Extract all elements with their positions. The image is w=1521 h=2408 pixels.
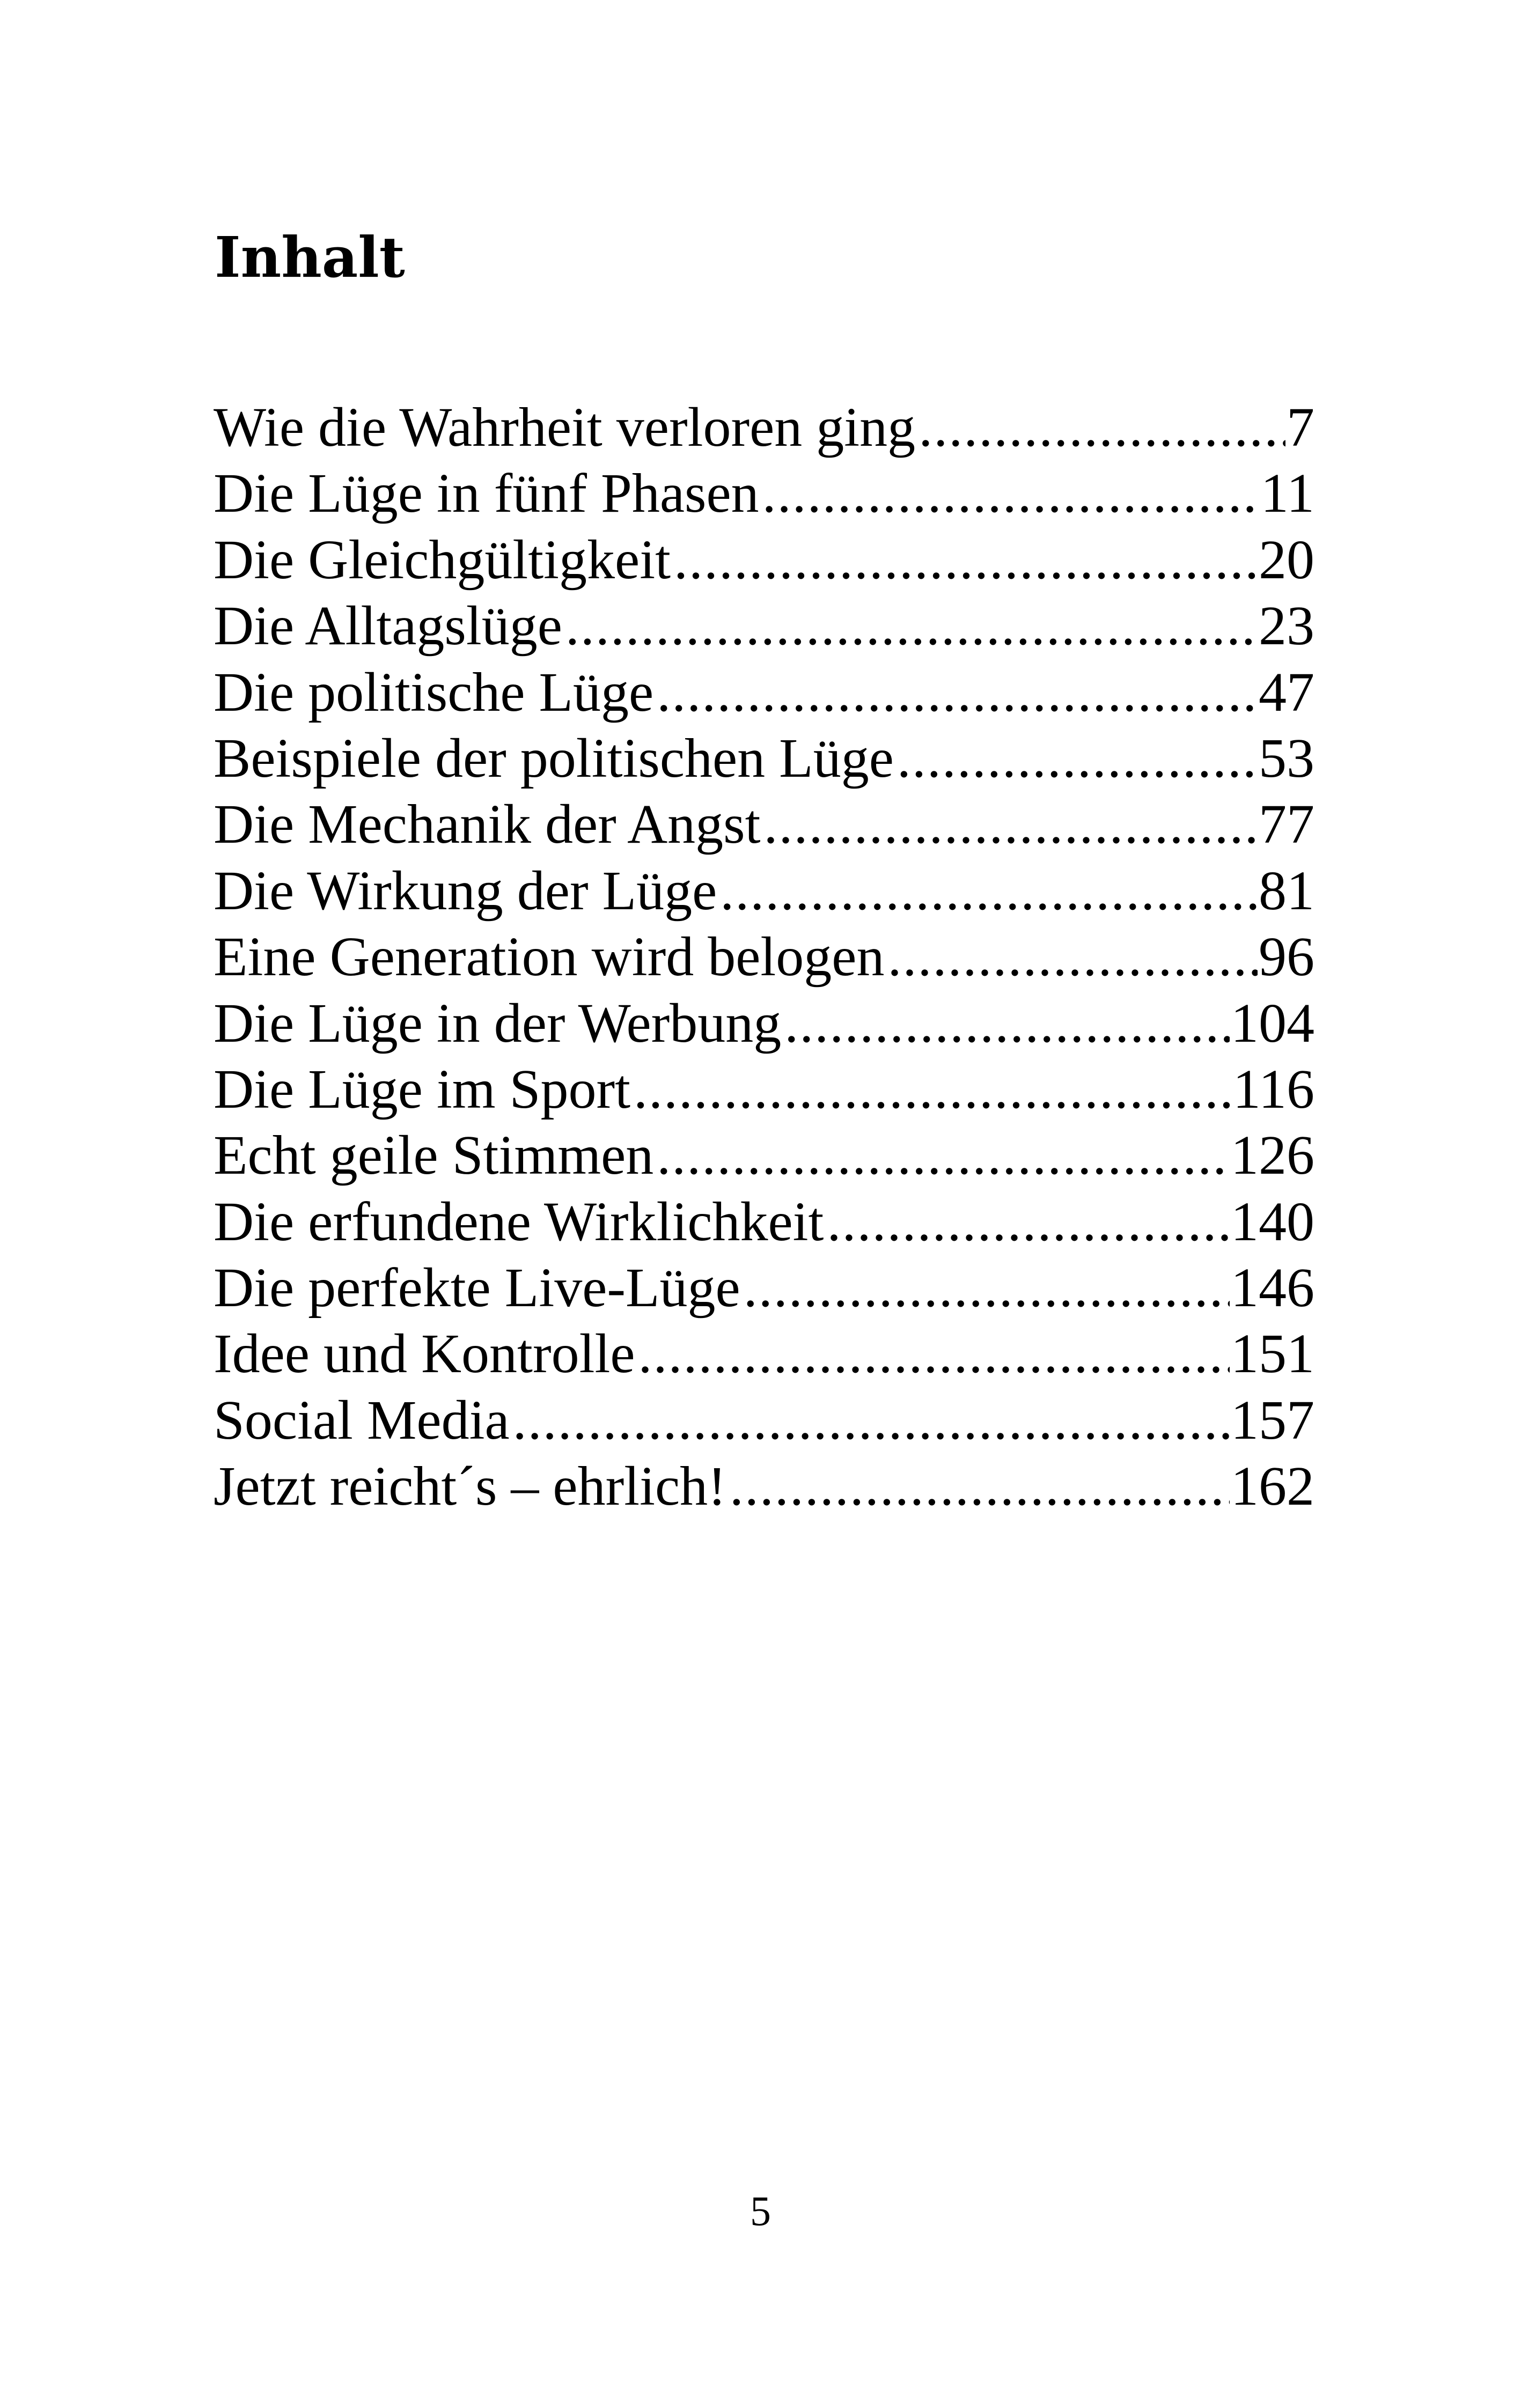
- toc-entry-page: 157: [1231, 1389, 1314, 1451]
- toc-entry: [214, 1122, 1314, 1188]
- toc-entry-title: Die Alltagslüge: [214, 595, 562, 657]
- toc-entry: [214, 1255, 1314, 1321]
- toc-entry-page: 53: [1259, 727, 1314, 789]
- toc-entry-page: 151: [1231, 1323, 1314, 1385]
- toc-entry: [214, 593, 1314, 659]
- page-number: 5: [750, 2188, 771, 2234]
- toc-entry-page: 77: [1259, 793, 1314, 856]
- toc-entry-title: Die Lüge im Sport: [214, 1058, 631, 1120]
- toc-entry-page: 96: [1259, 926, 1314, 988]
- page-title: Inhalt: [215, 224, 405, 290]
- toc-entry: [214, 791, 1314, 857]
- toc-entry-title: Die Mechanik der Angst: [214, 793, 761, 856]
- dot-leader: [657, 659, 1258, 725]
- dot-leader: [638, 1321, 1230, 1387]
- toc-entry-page: 104: [1231, 992, 1314, 1054]
- toc-entry-title: Wie die Wahrheit verloren ging: [214, 396, 916, 458]
- toc-entry-title: Eine Generation wird belogen: [214, 926, 885, 988]
- dot-leader: [674, 527, 1258, 593]
- toc-entry-title: Die politische Lüge: [214, 661, 654, 723]
- toc-entry: [214, 1189, 1314, 1255]
- toc-entry-title: Echt geile Stimmen: [214, 1124, 654, 1187]
- dot-leader: [565, 593, 1258, 659]
- dot-leader: [784, 990, 1230, 1056]
- toc-entry-title: Idee und Kontrolle: [214, 1323, 635, 1385]
- toc-entry-title: Die Wirkung der Lüge: [214, 859, 717, 922]
- dot-leader: [513, 1387, 1230, 1453]
- dot-leader: [634, 1056, 1232, 1122]
- toc-entry: [214, 1387, 1314, 1453]
- toc-entry-title: Die Gleichgültigkeit: [214, 528, 671, 591]
- toc-entry: [214, 990, 1314, 1056]
- dot-leader: [897, 725, 1258, 791]
- dot-leader: [720, 858, 1258, 924]
- toc-entry-title: Beispiele der politischen Lüge: [214, 727, 894, 789]
- toc-entry-title: Social Media: [214, 1389, 510, 1451]
- toc-entry-title: Die Lüge in der Werbung: [214, 992, 782, 1054]
- toc-entry-title: Die Lüge in fünf Phasen: [214, 462, 759, 525]
- toc-entry: [214, 1321, 1314, 1387]
- toc-entry-title: Die erfundene Wirklichkeit: [214, 1190, 824, 1253]
- toc-entry-page: 126: [1231, 1124, 1314, 1187]
- toc-entry: [214, 725, 1314, 791]
- toc-entry-page: 11: [1260, 462, 1314, 525]
- dot-leader: [657, 1122, 1230, 1188]
- toc-entry: [214, 858, 1314, 924]
- toc-entry-page: 140: [1231, 1190, 1314, 1253]
- toc-entry-page: 47: [1259, 661, 1314, 723]
- toc-entry: [214, 394, 1314, 460]
- dot-leader: [744, 1255, 1230, 1321]
- toc-entry-page: 81: [1259, 859, 1314, 922]
- dot-leader: [919, 394, 1285, 460]
- dot-leader: [730, 1453, 1230, 1519]
- toc-entry: [214, 1453, 1314, 1519]
- table-of-contents: [214, 394, 1314, 1520]
- dot-leader: [764, 791, 1258, 857]
- toc-entry-page: 7: [1287, 396, 1314, 458]
- dot-leader: [827, 1189, 1230, 1255]
- toc-entry: [214, 460, 1314, 526]
- toc-entry-title: Jetzt reicht´s – ehrlich!: [214, 1455, 726, 1518]
- toc-entry: [214, 659, 1314, 725]
- toc-entry-page: 20: [1259, 528, 1314, 591]
- dot-leader: [762, 460, 1260, 526]
- toc-entry: [214, 1056, 1314, 1122]
- toc-entry-page: 146: [1231, 1257, 1314, 1319]
- toc-entry-page: 116: [1232, 1058, 1314, 1120]
- toc-entry-title: Die perfekte Live-Lüge: [214, 1257, 740, 1319]
- dot-leader: [887, 924, 1258, 990]
- toc-entry: [214, 527, 1314, 593]
- toc-entry: [214, 924, 1314, 990]
- toc-entry-page: 162: [1231, 1455, 1314, 1518]
- toc-entry-page: 23: [1259, 595, 1314, 657]
